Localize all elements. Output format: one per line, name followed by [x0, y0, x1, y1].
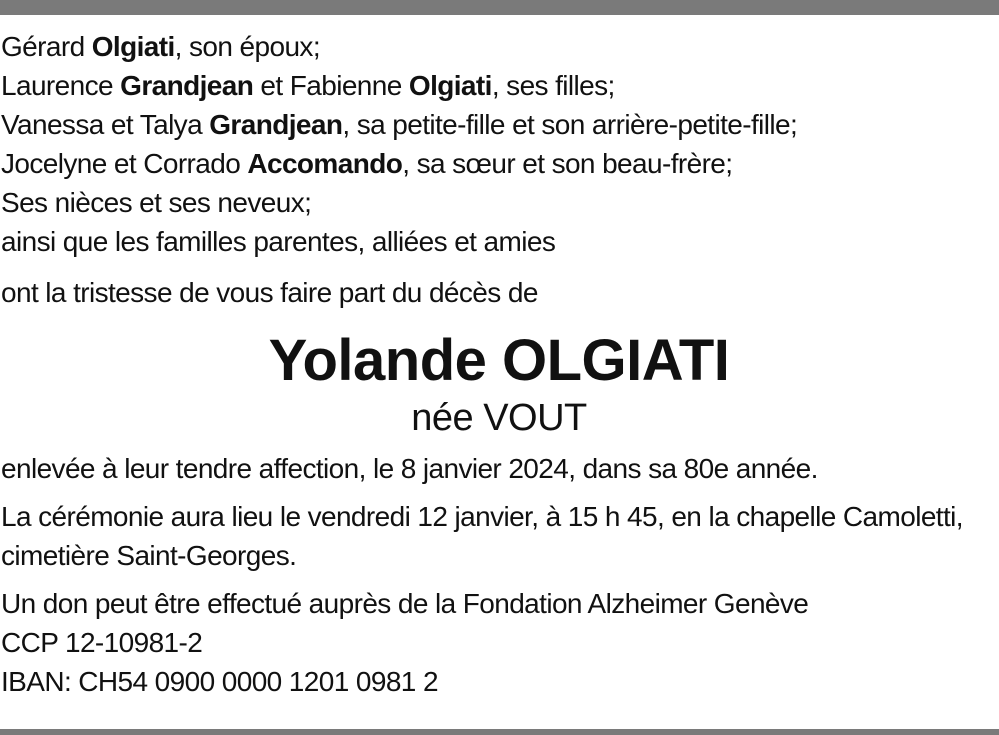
family-line-grandchildren [1, 105, 997, 144]
bottom-border-rule [0, 729, 999, 735]
family-line-text: Laurence [1, 70, 121, 101]
family-line-daughters [1, 66, 997, 105]
maiden-name: née VOUT [411, 397, 587, 439]
announcement-text: ont la tristesse de vous faire part du décès de [1, 277, 538, 308]
family-line-text: Jocelyne et Corrado [1, 148, 248, 179]
ccp-account: CCP 12-10981-2 [1, 627, 203, 658]
family-line-text: Ses nièces et ses neveux; [1, 187, 312, 218]
family-line-text: ainsi que les familles parentes, alliées et amies [1, 226, 556, 257]
ceremony-text-line-2: cimetière Saint-Georges. [1, 540, 297, 571]
family-surname: Accomando [247, 148, 403, 179]
family-surname: Grandjean [209, 109, 343, 140]
passing-text: enlevée à leur tendre affection, le 8 janvier 2024, dans sa 80e année. [1, 453, 818, 484]
family-line-relatives [1, 222, 997, 261]
ceremony-text-line-1: La cérémonie aura lieu le vendredi 12 janvier, à 15 h 45, en la chapelle Camoletti, [1, 501, 963, 532]
family-relation: , ses filles; [491, 70, 615, 101]
family-surname: Olgiati [91, 31, 175, 62]
iban-account: IBAN: CH54 0900 0000 1201 0981 2 [1, 666, 438, 697]
deceased-name: Yolande OLGIATI [268, 328, 730, 393]
family-relation: , sa sœur et son beau-frère; [402, 148, 733, 179]
family-surname: Grandjean [120, 70, 254, 101]
family-surname: Olgiati [408, 70, 492, 101]
family-line-text: Gérard [1, 31, 92, 62]
family-relation: , sa petite-fille et son arrière-petite-fille; [342, 109, 798, 140]
family-line-text: et Fabienne [253, 70, 409, 101]
top-border-rule [0, 0, 999, 15]
obituary-notice [1, 27, 997, 701]
family-relation: , son époux; [174, 31, 321, 62]
donation-text: Un don peut être effectué auprès de la Fondation Alzheimer Genève [1, 588, 809, 619]
family-line-nieces-nephews [1, 183, 997, 222]
family-line-text: Vanessa et Talya [1, 109, 210, 140]
family-line-spouse [1, 27, 997, 66]
family-line-siblings [1, 144, 997, 183]
